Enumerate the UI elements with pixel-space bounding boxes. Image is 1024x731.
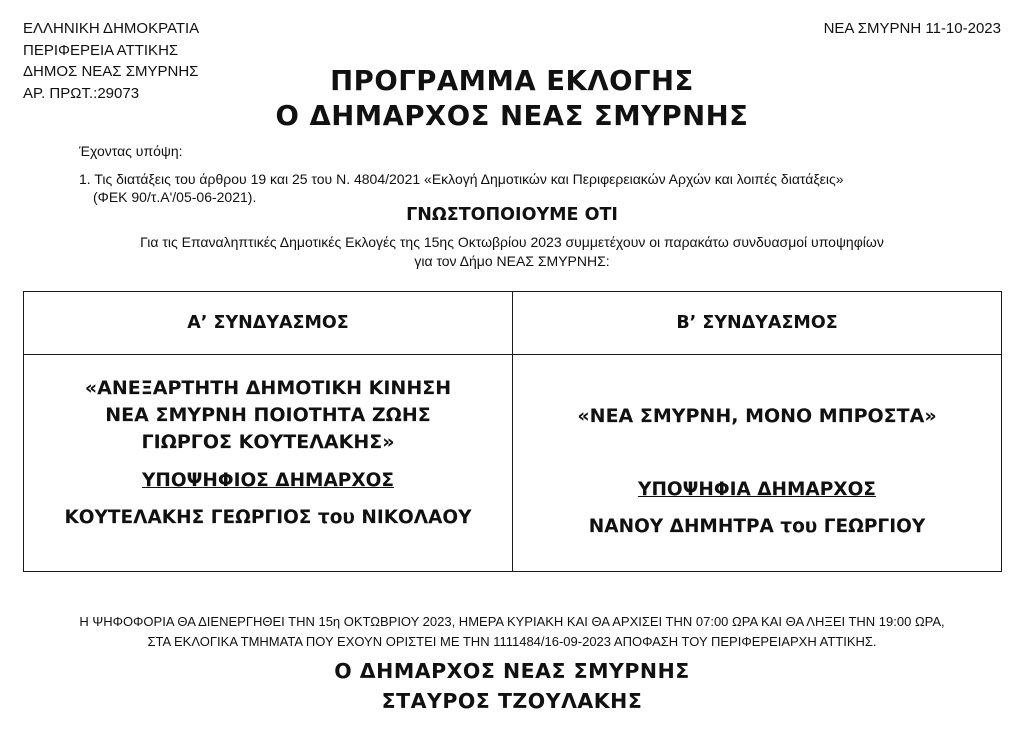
intro-line-1: Για τις Επαναληπτικές Δημοτικές Εκλογές της 15ης Οκτωβρίου 2023 συμμετέχουν οι παρακάτω συνδυασμοί υποψηφίων [140, 234, 884, 250]
place-date: ΝΕΑ ΣΜΥΡΝΗ 11-10-2023 [823, 20, 1001, 37]
coalition-a-candidate-label: ΥΠΟΨΗΦΙΟΣ ΔΗΜΑΡΧΟΣ [142, 470, 394, 491]
coalition-a-header: Α’ ΣΥΝΔΥΑΣΜΟΣ [24, 292, 513, 355]
legal-clause-line-1: 1. Τις διατάξεις του άρθρου 19 και 25 του Ν. 4804/2021 «Εκλογή Δημοτικών και Περιφερειακών Αρχών και λοιπές διατάξεις» [79, 171, 844, 187]
signature-title: Ο ΔΗΜΑΡΧΟΣ ΝΕΑΣ ΣΜΥΡΝΗΣ [334, 659, 690, 683]
coalitions-body-row [24, 355, 1002, 572]
coalition-b-cell [513, 355, 1002, 572]
party-line: «ΝΕΑ ΣΜΥΡΝΗ, ΜΟΝΟ ΜΠΡΟΣΤΑ» [577, 405, 937, 427]
issuer-line-municipality: ΔΗΜΟΣ ΝΕΑΣ ΣΜΥΡΝΗΣ [23, 63, 199, 80]
announcement-heading: ΓΝΩΣΤΟΠΟΙΟΥΜΕ ΟΤΙ [406, 205, 618, 225]
party-line: ΓΙΩΡΓΟΣ ΚΟΥΤΕΛΑΚΗΣ» [141, 431, 395, 453]
coalition-b-candidate-name: ΝΑΝΟΥ ΔΗΜΗΤΡΑ του ΓΕΩΡΓΙΟΥ [588, 516, 926, 537]
coalitions-header-row [24, 292, 1002, 355]
issuer-line-republic: ΕΛΛΗΝΙΚΗ ΔΗΜΟΚΡΑΤΙΑ [23, 20, 200, 37]
issuer-line-region: ΠΕΡΙΦΕΡΕΙΑ ΑΤΤΙΚΗΣ [23, 41, 179, 59]
legal-clause-line-2: (ΦΕΚ 90/τ.Α'/05-06-2021). [93, 189, 257, 205]
announcement-intro [0, 233, 1024, 271]
voting-note-line-1: Η ΨΗΦΟΦΟΡΙΑ ΘΑ ΔΙΕΝΕΡΓΗΘΕΙ ΤΗΝ 15η ΟΚΤΩΒΡΙΟΥ 2023, ΗΜΕΡΑ ΚΥΡΙΑΚΗ ΚΑΙ ΘΑ ΑΡΧΙΣΕΙ ΤΗΝ 07:00 ΩΡΑ ΚΑΙ ΘΑ ΛΗΞΕΙ ΤΗΝ 19:00 ΩΡΑ, [79, 614, 945, 629]
coalition-a-party-name [24, 375, 512, 456]
coalition-a-cell [24, 355, 513, 572]
signature-name: ΣΤΑΥΡΟΣ ΤΖΟΥΛΑΚΗΣ [381, 689, 643, 713]
coalition-b-party-name [513, 403, 1001, 430]
considering-label: Έχοντας υπόψη: [79, 143, 183, 159]
legal-clause [79, 170, 844, 206]
party-line: ΝΕΑ ΣΜΥΡΝΗ ΠΟΙΟΤΗΤΑ ΖΩΗΣ [105, 404, 431, 426]
voting-note [0, 612, 1024, 652]
coalitions-table [23, 291, 1002, 572]
coalition-b-header: Β’ ΣΥΝΔΥΑΣΜΟΣ [513, 292, 1002, 355]
intro-line-2: για τον Δήμο ΝΕΑΣ ΣΜΥΡΝΗΣ: [414, 253, 610, 269]
document-subtitle: Ο ΔΗΜΑΡΧΟΣ ΝΕΑΣ ΣΜΥΡΝΗΣ [275, 100, 749, 132]
coalition-a-candidate-name: ΚΟΥΤΕΛΑΚΗΣ ΓΕΩΡΓΙΟΣ του ΝΙΚΟΛΑΟΥ [64, 507, 472, 528]
protocol-number: ΑΡ. ΠΡΩΤ.:29073 [23, 84, 140, 102]
voting-note-line-2: ΣΤΑ ΕΚΛΟΓΙΚΑ ΤΜΗΜΑΤΑ ΠΟΥ ΕΧΟΥΝ ΟΡΙΣΤΕΙ ΜΕ ΤΗΝ 1111484/16-09-2023 ΑΠΟΦΑΣΗ ΤΟΥ ΠΕΡΙΦΕΡΕΙΑΡΧΗ ΑΤΤΙΚΗΣ. [147, 634, 877, 649]
coalition-b-candidate-label: ΥΠΟΨΗΦΙΑ ΔΗΜΑΡΧΟΣ [638, 479, 876, 500]
party-line: «ΑΝΕΞΑΡΤΗΤΗ ΔΗΜΟΤΙΚΗ ΚΙΝΗΣΗ [84, 377, 452, 399]
document-title: ΠΡΟΓΡΑΜΜΑ ΕΚΛΟΓΗΣ [330, 65, 694, 97]
